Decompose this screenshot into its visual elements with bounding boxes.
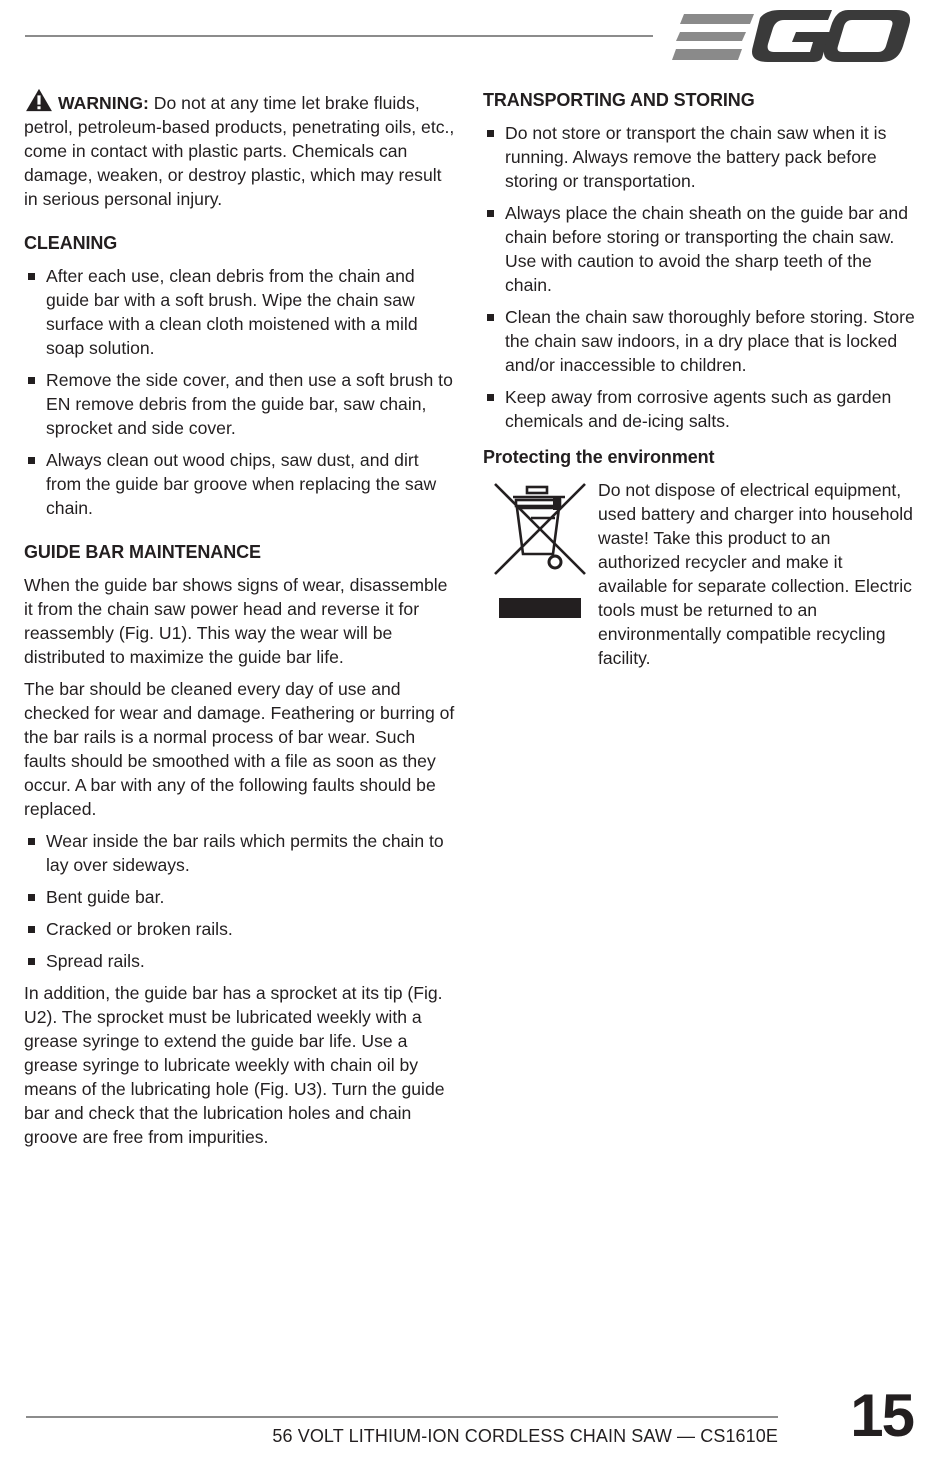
- cleaning-heading: CLEANING: [24, 233, 118, 253]
- warning-label: WARNING:: [58, 93, 149, 113]
- environment-heading: Protecting the environment: [483, 447, 715, 467]
- list-item: After each use, clean debris from the chain and guide bar with a soft brush. Wipe the chain saw surface with a clean cloth moistened with a mild soap solution.: [24, 264, 456, 360]
- list-item: Bent guide bar.: [24, 885, 456, 909]
- list-item: Always clean out wood chips, saw dust, and dirt from the guide bar groove when replacing the saw chain.: [24, 448, 456, 520]
- left-column: [24, 88, 456, 1157]
- page-number: 15: [850, 1382, 913, 1449]
- list-item: Wear inside the bar rails which permits the chain to lay over sideways.: [24, 829, 456, 877]
- warning-triangle-icon: [24, 88, 54, 112]
- list-item: Cracked or broken rails.: [24, 917, 456, 941]
- environment-text: Do not dispose of electrical equipment, used battery and charger into household waste! Take this product to an authorized recycler and make it available for separate collection. Electric tools must be returned to an environmentally compatible recycling facility.: [598, 480, 913, 668]
- transport-list: [483, 121, 915, 433]
- header-rule: [25, 35, 653, 37]
- guide-bar-faults-list: [24, 829, 456, 973]
- environment-section: [483, 478, 915, 670]
- guide-bar-paragraph-3: In addition, the guide bar has a sprocket at its tip (Fig. U2). The sprocket must be lubricated weekly with a grease syringe to extend the guide bar life. Use a grease syringe to lubricate weekly with chain oil by means of the lubricating hole (Fig. U3). Turn the guide bar and check that the lubrication holes and chain groove are free from impurities.: [24, 983, 445, 1147]
- list-item: Keep away from corrosive agents such as garden chemicals and de-icing salts.: [483, 385, 915, 433]
- list-item: Do not store or transport the chain saw when it is running. Always remove the battery pack before storing or transportation.: [483, 121, 915, 193]
- guide-bar-paragraph-1: When the guide bar shows signs of wear, disassemble it from the chain saw power head and reverse it for reassembly (Fig. U1). This way the wear will be distributed to maximize the guide bar life.: [24, 575, 448, 667]
- footer-title: 56 VOLT LITHIUM-ION CORDLESS CHAIN SAW — CS1610E: [272, 1426, 778, 1446]
- guide-bar-paragraph-2: The bar should be cleaned every day of use and checked for wear and damage. Feathering or burring of the bar rails is a normal process of bar wear. Such faults should be smoothed with a file as soon as they occur. A bar with any of the following faults should be replaced.: [24, 679, 455, 819]
- list-item: Spread rails.: [24, 949, 456, 973]
- guide-bar-heading: GUIDE BAR MAINTENANCE: [24, 542, 261, 562]
- footer-rule: [26, 1416, 778, 1418]
- list-item: Clean the chain saw thoroughly before storing. Store the chain saw indoors, in a dry place that is locked and/or inaccessible to children.: [483, 305, 915, 377]
- warning-notice: [24, 88, 456, 211]
- warning-text: Do not at any time let brake fluids, petrol, petroleum-based products, penetrating oils, etc., come in contact with plastic parts. Chemicals can damage, weaken, or destroy plastic, which may result in serious personal injury.: [24, 93, 455, 209]
- right-column: [483, 88, 915, 678]
- cleaning-list: [24, 264, 456, 520]
- transport-heading: TRANSPORTING AND STORING: [483, 90, 755, 110]
- ego-logo: [672, 6, 912, 64]
- crossed-out-wheelie-bin-icon: [493, 482, 587, 624]
- list-item: Remove the side cover, and then use a soft brush to EN remove debris from the guide bar, saw chain, sprocket and side cover.: [24, 368, 456, 440]
- list-item: Always place the chain sheath on the guide bar and chain before storing or transporting the chain saw. Use with caution to avoid the sharp teeth of the chain.: [483, 201, 915, 297]
